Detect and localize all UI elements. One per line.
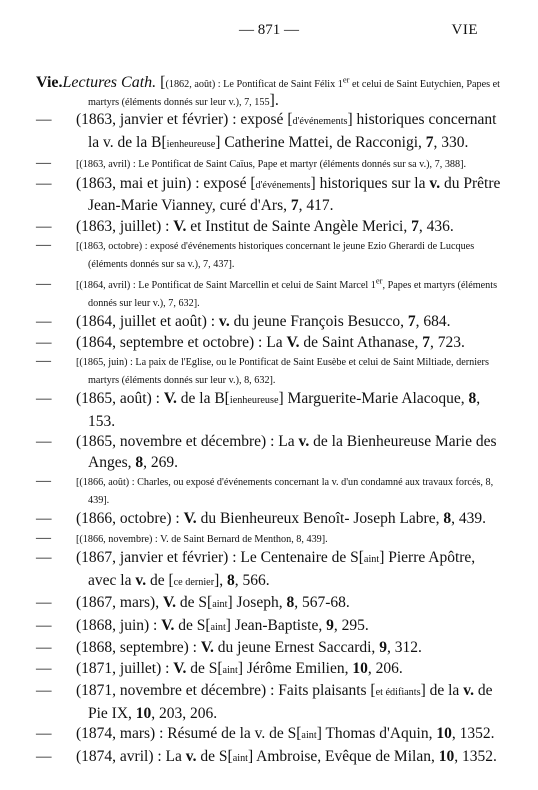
entry-lead: —	[36, 313, 52, 331]
entry-lead: —	[36, 639, 52, 657]
index-entry	[36, 312, 506, 333]
entry-lead: —	[36, 155, 51, 171]
page-number: — 871 —	[239, 22, 299, 38]
entry-text: (1866, octobre) : V. du Bienheureux Benoît- Joseph Labre, 8, 439.	[76, 510, 486, 528]
entry-lead: —	[36, 616, 52, 634]
entry-text: (1863, juillet) : V. et Institut de Sainte Angèle Merici, 7, 436.	[76, 217, 454, 235]
index-entry	[36, 237, 506, 273]
entry-text: (1865, août) : V. de la B[ienheureuse] Marguerite-Marie Alacoque, 8, 153.	[76, 390, 481, 430]
entry-text: (1868, juin) : V. de S[aint] Jean-Baptiste, 9, 295.	[76, 616, 369, 634]
index-entry	[36, 724, 506, 747]
entry-text: (1863, mai et juin) : exposé [d'événements] historiques sur la v. du Prêtre Jean-Marie Vianney, curé d'Ars, 7, 417.	[76, 174, 501, 214]
entry-text: (1874, avril) : La v. de S[aint] Ambroise, Evêque de Milan, 10, 1352.	[76, 747, 497, 765]
entry-text: (1867, mars), V. de S[aint] Joseph, 8, 567-68.	[76, 594, 350, 612]
entry-lead: —	[36, 111, 52, 128]
index-entry	[36, 530, 506, 549]
entry-text: [(1864, avril) : Le Pontificat de Saint Marcellin et celui de Saint Marcel 1er, Papes et martyrs (éléments donnés sur leur v.), 7, 632].	[76, 276, 498, 309]
entry-lead: —	[36, 682, 52, 700]
entry-text: [(1866, août) : Charles, ou exposé d'événements concernant la v. d'un condamné aux travaux forcés, 8, 439].	[76, 477, 494, 506]
index-entry	[36, 432, 506, 473]
entry-text: (1863, janvier et février) : exposé [d'événements] historiques concernant la v. de la B[ienheureuse] Catherine Mattei, de Racconigi, 7, 330.	[76, 111, 497, 151]
index-entry	[36, 659, 506, 682]
index-entry	[36, 548, 506, 593]
entry-lead: —	[36, 276, 51, 293]
index-entry	[36, 616, 506, 639]
running-head: VIE	[451, 22, 478, 38]
index-entry	[36, 217, 506, 238]
index-entry	[36, 155, 506, 174]
entry-lead: Vie.	[36, 74, 63, 91]
entry-text: Lectures Cath. [(1862, août) : Le Pontificat de Saint Félix 1er et celui de Saint Eutychien, Papes et martyrs (éléments donnés sur leur v.), 7, 155].	[62, 74, 500, 109]
entry-text: (1865, novembre et décembre) : La v. de la Bienheureuse Marie des Anges, 8, 269.	[76, 433, 497, 471]
entry-lead: —	[36, 659, 52, 677]
index-entry	[36, 509, 506, 530]
entry-text: (1867, janvier et février) : Le Centenaire de S[aint] Pierre Apôtre, avec la v. de [ce dernier], 8, 566.	[76, 549, 476, 589]
entry-lead: —	[36, 510, 52, 528]
entry-lead: —	[36, 333, 52, 351]
index-entry	[36, 74, 506, 110]
entry-text: (1868, septembre) : V. du jeune Ernest Saccardi, 9, 312.	[76, 639, 422, 657]
entry-lead: —	[36, 237, 51, 253]
entry-lead: —	[36, 549, 52, 567]
index-entry	[36, 473, 506, 509]
entry-text: (1871, juillet) : V. de S[aint] Jérôme Emilien, 10, 206.	[76, 659, 403, 677]
entry-lead: —	[36, 433, 52, 451]
page-header	[0, 22, 538, 42]
index-entry	[36, 174, 506, 217]
index-entry	[36, 333, 506, 354]
index-entry	[36, 353, 506, 389]
index-entry	[36, 747, 506, 770]
entry-text: (1864, juillet et août) : v. du jeune François Besucco, 7, 684.	[76, 313, 451, 331]
entry-text: [(1865, juin) : La paix de l'Eglise, ou le Pontificat de Saint Eusèbe et celui de Saint Miltiade, derniers martyrs (éléments donnés sur leur v.), 8, 632].	[76, 357, 489, 386]
index-entry	[36, 389, 506, 432]
entry-text: (1874, mars) : Résumé de la v. de S[aint] Thomas d'Aquin, 10, 1352.	[76, 725, 495, 743]
index-entry	[36, 273, 506, 312]
index-entry	[36, 593, 506, 616]
entry-lead: —	[36, 529, 51, 546]
entry-lead: —	[36, 747, 52, 765]
index-entry	[36, 110, 506, 155]
entry-lead: —	[36, 217, 52, 235]
entry-text: [(1866, novembre) : V. de Saint Bernard de Menthon, 8, 439].	[76, 533, 328, 545]
index-entry	[36, 681, 506, 724]
index-entries	[36, 74, 506, 769]
entry-lead: —	[36, 725, 52, 743]
entry-text: (1871, novembre et décembre) : Faits plaisants [et édifiants] de la v. de Pie IX, 10, 203, 206.	[76, 682, 493, 722]
entry-lead: —	[36, 353, 51, 370]
entry-lead: —	[36, 174, 52, 192]
index-entry	[36, 638, 506, 659]
entry-text: [(1863, avril) : Le Pontificat de Saint Caïus, Pape et martyr (éléments donnés sur sa v.), 7, 388].	[76, 159, 467, 170]
entry-text: [(1863, octobre) : exposé d'événements historiques concernant le jeune Ezio Gherardi de Lucques (éléments donnés sur sa v.), 7, 437].	[76, 241, 475, 270]
entry-lead: —	[36, 473, 51, 490]
entry-text: (1864, septembre et octobre) : La V. de Saint Athanase, 7, 723.	[76, 333, 465, 351]
entry-lead: —	[36, 594, 52, 612]
entry-lead: —	[36, 390, 52, 408]
